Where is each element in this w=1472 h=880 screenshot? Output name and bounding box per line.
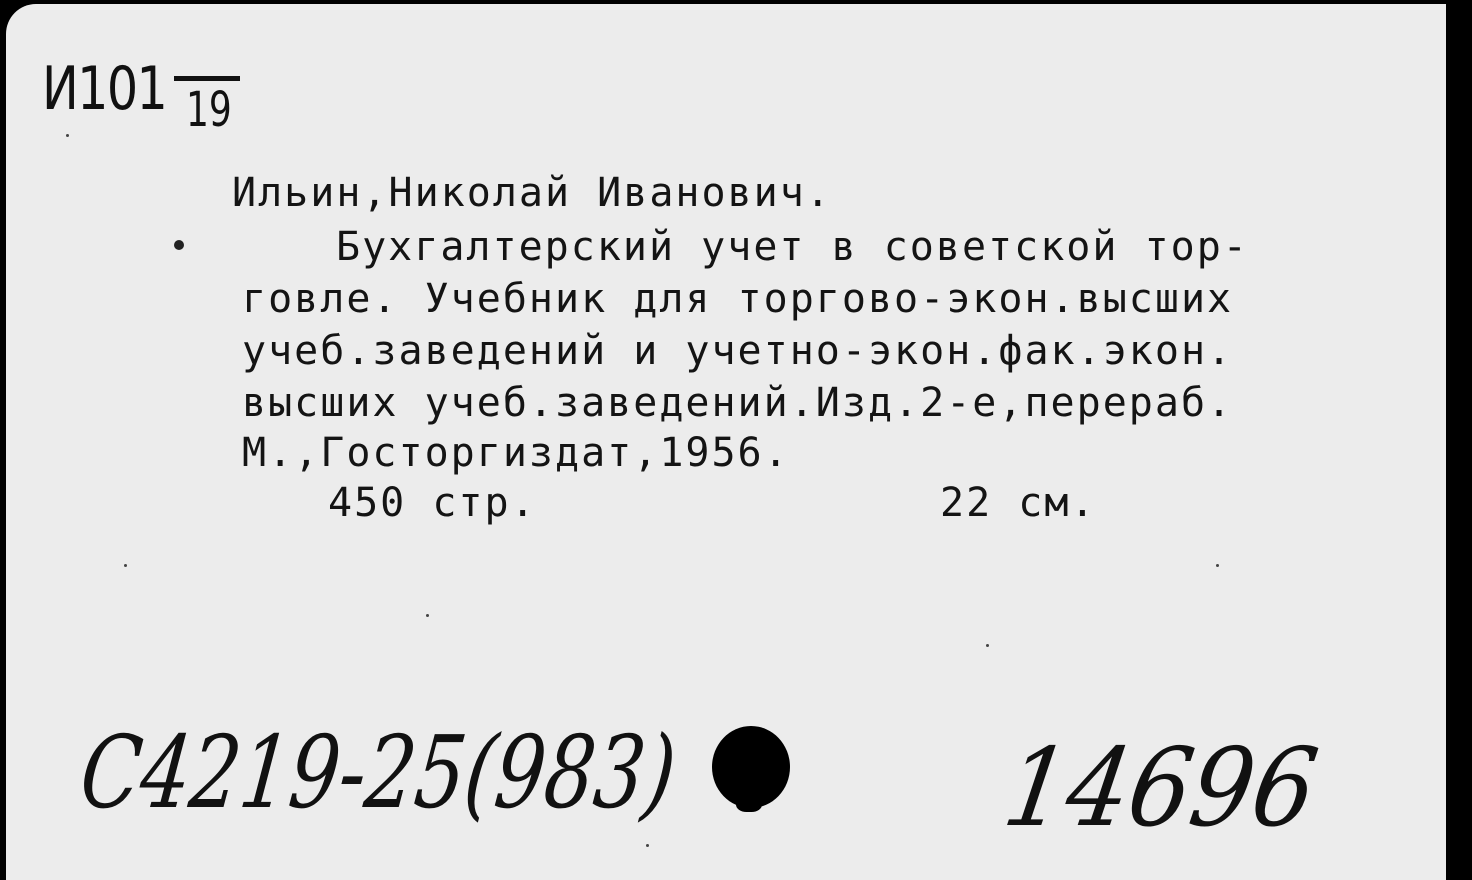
paper-speck — [66, 134, 69, 137]
catalog-card — [6, 4, 1446, 880]
bullet-dot — [174, 240, 184, 250]
shelfmark-fraction — [174, 68, 244, 148]
paper-speck — [124, 564, 127, 567]
paper-speck — [426, 614, 429, 617]
description-line-4: высших учеб.заведений.Изд.2-е,перераб. — [242, 380, 1234, 426]
paper-speck — [1216, 564, 1219, 567]
description-line-1: Бухгалтерский учет в советской тор- — [336, 224, 1249, 270]
book-size: 22 см. — [940, 480, 1097, 526]
description-line-5: М.,Госторгиздат,1956. — [242, 430, 790, 476]
author-heading: Ильин,Николай Иванович. — [232, 170, 832, 216]
paper-speck — [646, 844, 649, 847]
fraction-bar — [174, 76, 240, 81]
description-line-2: говле. Учебник для торгово-экон.высших — [242, 276, 1234, 322]
scan-border-right — [1446, 0, 1472, 880]
shelfmark-main: И101 — [42, 54, 167, 124]
description-line-3: учеб.заведений и учетно-экон.фак.экон. — [242, 328, 1234, 374]
shelfmark-denominator: 19 — [186, 82, 232, 138]
accession-number-left: С4219-25(983) — [75, 714, 682, 831]
accession-number-right: 14696 — [996, 726, 1326, 851]
page-count: 450 стр. — [328, 480, 537, 526]
paper-speck — [986, 644, 989, 647]
punch-hole-edge — [736, 794, 762, 812]
